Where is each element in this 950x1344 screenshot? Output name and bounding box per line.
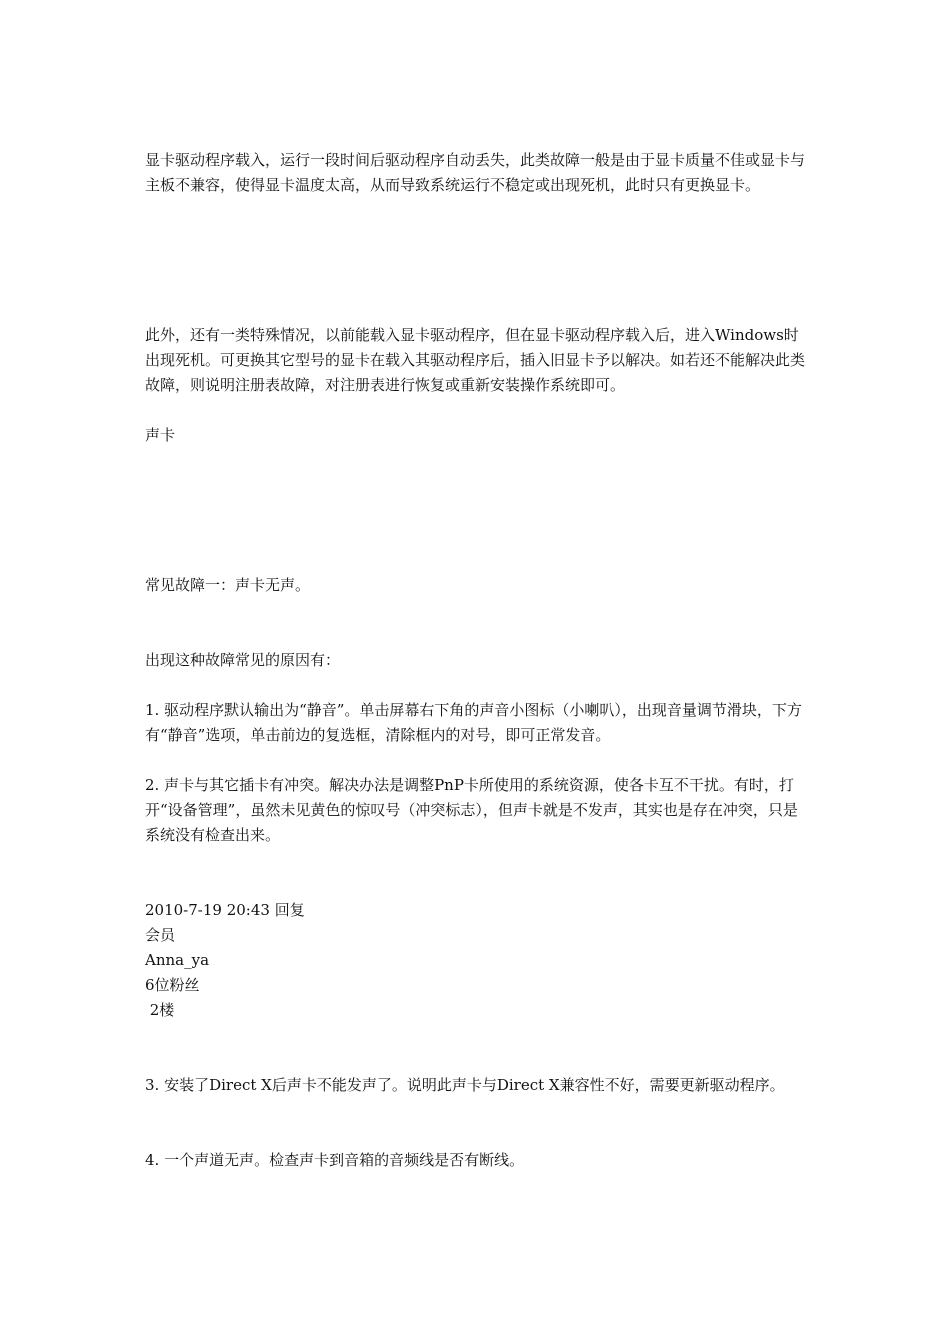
cause-3: 3. 安装了Direct X后声卡不能发声了。说明此声卡与Direct X兼容性不好，需要更新驱动程序。 <box>145 1076 785 1094</box>
spacer <box>145 673 810 698</box>
follower-count: 6位粉丝 <box>145 976 200 994</box>
user-role: 会员 <box>145 926 176 944</box>
floor-number: 2楼 <box>145 1001 175 1019</box>
document-body <box>145 148 810 1173</box>
spacer <box>145 1098 810 1148</box>
spacer <box>145 398 810 423</box>
heading-sound-card: 声卡 <box>145 426 176 444</box>
spacer <box>145 1023 810 1073</box>
reply-datetime: 2010-7-19 20:43 回复 <box>145 901 305 919</box>
cause-4: 4. 一个声道无声。检查声卡到音箱的音频线是否有断线。 <box>145 1151 525 1169</box>
reply-meta <box>145 898 810 1023</box>
spacer <box>145 598 810 648</box>
spacer <box>145 748 810 773</box>
cause-2: 2. 声卡与其它插卡有冲突。解决办法是调整PnP卡所使用的系统资源，使各卡互不干扰。有时，打开“设备管理”，虽然未见黄色的惊叹号（冲突标志），但声卡就是不发声，其实也是存在冲突，只是系统没有检查出来。 <box>145 776 798 844</box>
paragraph-driver-lost: 显卡驱动程序载入，运行一段时间后驱动程序自动丢失，此类故障一般是由于显卡质量不佳或显卡与主板不兼容，使得显卡温度太高，从而导致系统运行不稳定或出现死机，此时只有更换显卡。 <box>145 151 806 194</box>
cause-1: 1. 驱动程序默认输出为“静音”。单击屏幕右下角的声音小图标（小喇叭），出现音量调节滑块，下方有“静音”选项，单击前边的复选框，清除框内的对号，即可正常发音。 <box>145 701 802 744</box>
paragraph-special-case: 此外，还有一类特殊情况，以前能载入显卡驱动程序，但在显卡驱动程序载入后，进入Windows时出现死机。可更换其它型号的显卡在载入其驱动程序后，插入旧显卡予以解决。如若还不能解决此类故障，则说明注册表故障，对注册表进行恢复或重新安装操作系统即可。 <box>145 326 806 394</box>
username-link[interactable]: Anna_ya <box>145 951 210 969</box>
spacer <box>145 448 810 573</box>
fault1-title: 常见故障一：声卡无声。 <box>145 576 311 594</box>
causes-intro: 出现这种故障常见的原因有： <box>145 651 341 669</box>
spacer <box>145 198 810 323</box>
spacer <box>145 848 810 898</box>
